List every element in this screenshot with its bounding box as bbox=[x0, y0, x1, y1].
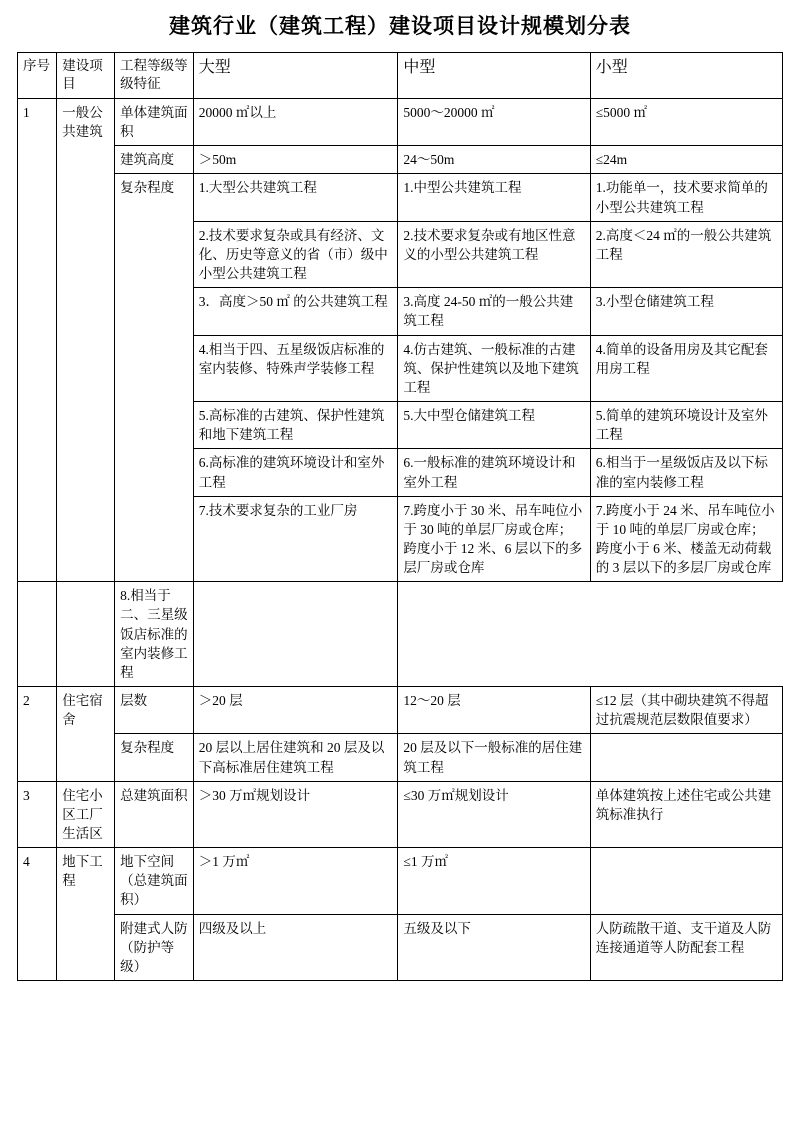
cell-small: 1.功能单一，技术要求简单的小型公共建筑工程 bbox=[590, 174, 782, 221]
cell-large: ＞20 层 bbox=[193, 687, 398, 734]
cell-large: 5.高标准的古建筑、保护性建筑和地下建筑工程 bbox=[193, 402, 398, 449]
feature-complexity-residential: 复杂程度 bbox=[115, 734, 194, 781]
cell-small bbox=[193, 582, 398, 687]
cell-large: 3．高度＞50 ㎡ 的公共建筑工程 bbox=[193, 288, 398, 335]
table-row bbox=[18, 146, 783, 174]
row-seq-4: 4 bbox=[18, 848, 57, 981]
row-seq-3: 3 bbox=[18, 781, 57, 847]
table-row bbox=[18, 848, 783, 914]
table-body bbox=[18, 99, 783, 981]
design-scale-table bbox=[17, 52, 783, 981]
row-project-2: 住宅宿舍 bbox=[57, 687, 115, 782]
cell-large: 4.相当于四、五星级饭店标准的室内装修、特殊声学装修工程 bbox=[193, 335, 398, 401]
feature-complexity: 复杂程度 bbox=[115, 174, 194, 582]
cell-medium: 7.跨度小于 30 米、吊车吨位小于 30 吨的单层厂房或仓库；跨度小于 12 米、6 层以下的多层厂房或仓库 bbox=[398, 496, 590, 582]
column-header-small: 小型 bbox=[590, 53, 782, 99]
cell-medium: 8.相当于二、三星级饭店标准的室内装修工程 bbox=[115, 582, 194, 687]
table-row bbox=[18, 781, 783, 847]
table-row bbox=[18, 174, 783, 221]
cell-large: 2.技术要求复杂或具有经济、文化、历史等意义的省（市）级中小型公共建筑工程 bbox=[193, 221, 398, 287]
table-row bbox=[18, 687, 783, 734]
cell-medium: ≤30 万㎡规划设计 bbox=[398, 781, 590, 847]
table-row bbox=[18, 734, 783, 781]
cell-large: 6.高标准的建筑环境设计和室外工程 bbox=[193, 449, 398, 496]
row-project-4: 地下工程 bbox=[57, 848, 115, 981]
cell-medium: 20 层及以下一般标准的居住建筑工程 bbox=[398, 734, 590, 781]
feature-underground-space: 地下空间（总建筑面积） bbox=[115, 848, 194, 914]
feature-floors: 层数 bbox=[115, 687, 194, 734]
cell-medium: 五级及以下 bbox=[398, 914, 590, 980]
table-header-row bbox=[18, 53, 783, 99]
cell-small: 2.高度＜24 ㎡的一般公共建筑工程 bbox=[590, 221, 782, 287]
cell-medium: 1.中型公共建筑工程 bbox=[398, 174, 590, 221]
cell-large: ＞30 万㎡规划设计 bbox=[193, 781, 398, 847]
cell-large bbox=[57, 582, 115, 687]
row-seq-2: 2 bbox=[18, 687, 57, 782]
cell-medium: 2.技术要求复杂或有地区性意义的小型公共建筑工程 bbox=[398, 221, 590, 287]
table-header bbox=[18, 53, 783, 99]
cell-large: 20000 ㎡以上 bbox=[193, 99, 398, 146]
cell-small: ≤12 层（其中砌块建筑不得超过抗震规范层数限值要求） bbox=[590, 687, 782, 734]
cell-small: 6.相当于一星级饭店及以下标准的室内装修工程 bbox=[590, 449, 782, 496]
cell-small: 5.简单的建筑环境设计及室外工程 bbox=[590, 402, 782, 449]
cell-medium: 4.仿古建筑、一般标准的古建筑、保护性建筑以及地下建筑工程 bbox=[398, 335, 590, 401]
cell-medium: 5000～20000 ㎡ bbox=[398, 99, 590, 146]
cell-small: ≤24m bbox=[590, 146, 782, 174]
cell-small bbox=[590, 734, 782, 781]
row-project-1: 一般公共建筑 bbox=[57, 99, 115, 582]
cell-medium: 24～50m bbox=[398, 146, 590, 174]
cell-small: 3.小型仓储建筑工程 bbox=[590, 288, 782, 335]
cell-large: 7.技术要求复杂的工业厂房 bbox=[193, 496, 398, 582]
table-row bbox=[18, 99, 783, 146]
cell-large: 四级及以上 bbox=[193, 914, 398, 980]
column-header-seq: 序号 bbox=[18, 53, 57, 99]
table-row bbox=[18, 914, 783, 980]
cell-small: ≤5000 ㎡ bbox=[590, 99, 782, 146]
cell-large: ＞50m bbox=[193, 146, 398, 174]
feature-civil-defense-level: 附建式人防（防护等级） bbox=[115, 914, 194, 980]
column-header-feature: 工程等级等级特征 bbox=[115, 53, 194, 99]
page-title: 建筑行业（建筑工程）建设项目设计规模划分表 bbox=[169, 14, 631, 38]
cell-small: 人防疏散干道、支干道及人防连接通道等人防配套工程 bbox=[590, 914, 782, 980]
feature-building-height: 建筑高度 bbox=[115, 146, 194, 174]
feature-single-building-area: 单体建筑面积 bbox=[115, 99, 194, 146]
table-row bbox=[18, 582, 783, 687]
column-header-project: 建设项目 bbox=[57, 53, 115, 99]
row-seq-1: 1 bbox=[18, 99, 57, 582]
cell-medium: 3.高度 24-50 ㎡的一般公共建筑工程 bbox=[398, 288, 590, 335]
cell-large: 20 层以上居住建筑和 20 层及以下高标准居住建筑工程 bbox=[193, 734, 398, 781]
cell-medium: 6.一般标准的建筑环境设计和室外工程 bbox=[398, 449, 590, 496]
cell-small: 单体建筑按上述住宅或公共建筑标准执行 bbox=[590, 781, 782, 847]
cell-medium: 12～20 层 bbox=[398, 687, 590, 734]
cell-small: 4.简单的设备用房及其它配套用房工程 bbox=[590, 335, 782, 401]
cell-medium: 5.大中型仓储建筑工程 bbox=[398, 402, 590, 449]
row-project-3: 住宅小区工厂生活区 bbox=[57, 781, 115, 847]
cell-large: ＞1 万㎡ bbox=[193, 848, 398, 914]
cell-large: 1.大型公共建筑工程 bbox=[193, 174, 398, 221]
cell-small: 7.跨度小于 24 米、吊车吨位小于 10 吨的单层厂房或仓库；跨度小于 6 米、楼盖无动荷载的 3 层以下的多层厂房或仓库 bbox=[590, 496, 782, 582]
column-header-large: 大型 bbox=[193, 53, 398, 99]
feature-total-area: 总建筑面积 bbox=[115, 781, 194, 847]
cell-medium: ≤1 万㎡ bbox=[398, 848, 590, 914]
column-header-medium: 中型 bbox=[398, 53, 590, 99]
cell-feature-empty bbox=[18, 582, 57, 687]
cell-small bbox=[590, 848, 782, 914]
